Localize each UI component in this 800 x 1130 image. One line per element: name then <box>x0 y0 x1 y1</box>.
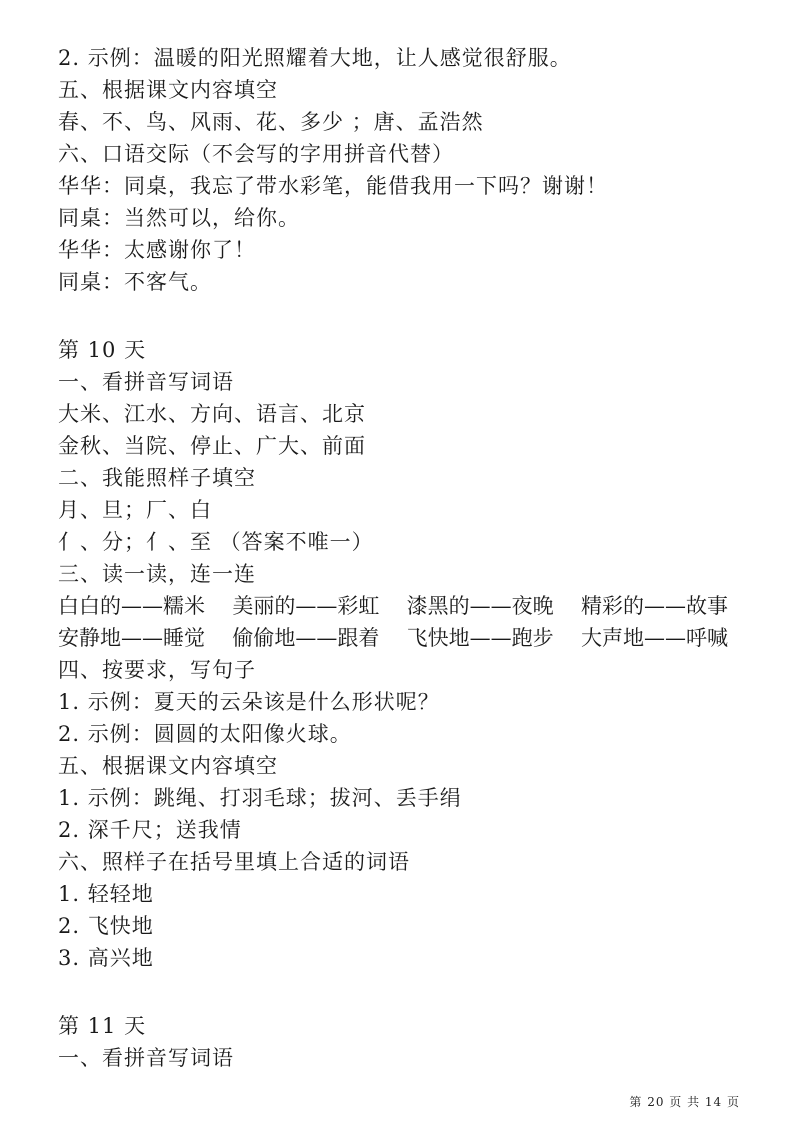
dialogue-line: 同桌：当然可以，给你。 <box>58 206 300 230</box>
dialogue-line: 华华：太感谢你了！ <box>58 238 256 262</box>
answer-line: 1. 轻轻地 <box>58 882 154 906</box>
section-heading: 三、读一读，连一连 <box>58 562 256 586</box>
section-heading: 六、口语交际（不会写的字用拼音代替） <box>58 142 454 166</box>
dialogue-line: 华华：同桌，我忘了带水彩笔，能借我用一下吗？谢谢！ <box>58 174 608 198</box>
section-heading: 五、根据课文内容填空 <box>58 78 278 102</box>
answer-line: 春、不、鸟、风雨、花、多少 ；唐、孟浩然 <box>58 110 484 134</box>
section-heading: 一、看拼音写词语 <box>58 1046 234 1070</box>
section-heading: 二、我能照样子填空 <box>58 466 256 490</box>
answer-line: 金秋、当院、停止、广大、前面 <box>58 434 366 458</box>
day-heading: 第 10 天 <box>58 338 147 362</box>
answer-line: 1. 示例：跳绳、打羽毛球；拔河、丢手绢 <box>58 786 462 810</box>
answer-line: 月、旦；厂、白 <box>58 498 212 522</box>
matching-pair: 精彩的——故事 <box>580 594 728 618</box>
answer-line: 2. 示例：圆圆的太阳像火球。 <box>58 722 352 746</box>
matching-pair: 大声地——呼喊 <box>580 626 728 650</box>
matching-pair: 偷偷地——跟着 <box>232 626 380 650</box>
page-footer: 第 20 页 共 14 页 <box>629 1095 740 1109</box>
answer-line: 1. 示例：夏天的云朵该是什么形状呢？ <box>58 690 440 714</box>
matching-pair: 安静地——睡觉 <box>58 626 205 650</box>
section-heading: 五、根据课文内容填空 <box>58 754 278 778</box>
answer-line: 2. 示例：温暖的阳光照耀着大地，让人感觉很舒服。 <box>58 46 572 70</box>
day-heading: 第 11 天 <box>58 1014 147 1038</box>
answer-line: 亻、分；亻、至 （答案不唯一） <box>58 530 374 554</box>
answer-line: 2. 飞快地 <box>58 914 154 938</box>
dialogue-line: 同桌：不客气。 <box>58 270 212 294</box>
matching-row-2 <box>58 622 728 654</box>
matching-pair: 漆黑的——夜晚 <box>406 594 554 618</box>
matching-pair: 白白的——糯米 <box>58 594 205 618</box>
section-heading: 六、照样子在括号里填上合适的词语 <box>58 850 410 874</box>
answer-line: 大米、江水、方向、语言、北京 <box>58 402 366 426</box>
answer-line: 2. 深千尺；送我情 <box>58 818 242 842</box>
matching-pair: 美丽的——彩虹 <box>232 594 380 618</box>
matching-pair: 飞快地——跑步 <box>406 626 554 650</box>
section-heading: 一、看拼音写词语 <box>58 370 234 394</box>
answer-line: 3. 高兴地 <box>58 946 154 970</box>
matching-row-1 <box>58 590 728 622</box>
section-heading: 四、按要求，写句子 <box>58 658 256 682</box>
